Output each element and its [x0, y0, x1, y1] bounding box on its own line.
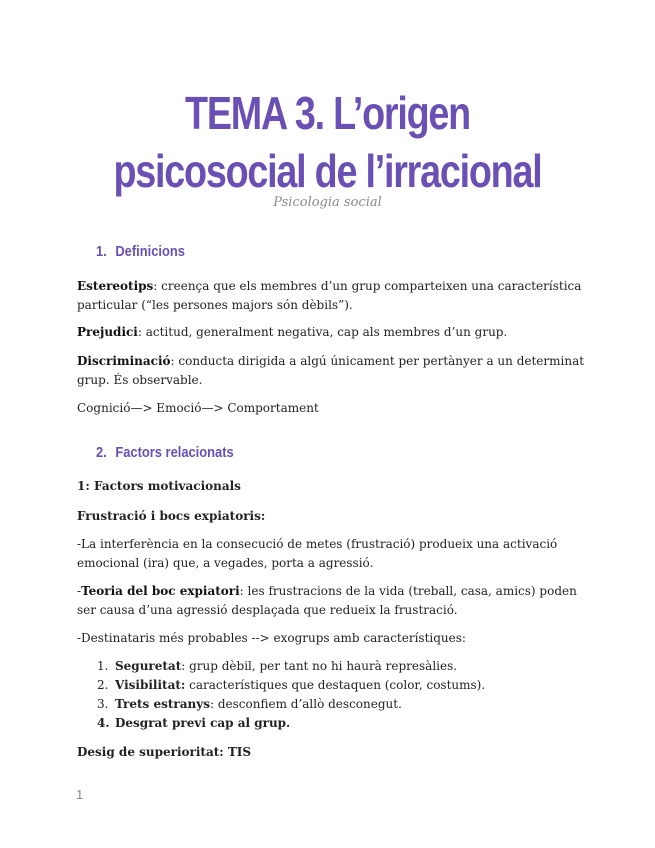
subheading-factors-motivacionals: 1: Factors motivacionals — [77, 479, 241, 493]
section-1-title: Definicions — [115, 243, 185, 260]
dash: - — [77, 584, 82, 598]
definition-term: Prejudici — [77, 325, 138, 339]
title-line-2: psicosocial de l’irracional — [113, 145, 542, 197]
section-2-title: Factors relacionats — [115, 444, 234, 461]
section-1-heading — [96, 243, 185, 260]
cognition-flow: Cognició—> Emoció—> Comportament — [77, 401, 319, 415]
list-item — [77, 657, 587, 676]
definition-text: : conducta dirigida a algú únicament per pertànyer a un determinat grup. És observable. — [77, 354, 585, 387]
definition-prejudici — [77, 323, 587, 342]
definition-discriminacio — [77, 352, 587, 390]
list-text: : desconfiem d’allò desconegut. — [209, 697, 402, 711]
section-2-number: 2. — [96, 444, 107, 461]
list-number: 1. — [97, 659, 109, 673]
title-line-1: TEMA 3. L’origen — [185, 87, 470, 139]
subheading-frustracio: Frustració i bocs expiatoris: — [77, 509, 266, 523]
list-term: Seguretat — [115, 659, 182, 673]
definition-text: : actitud, generalment negativa, cap als membres d’un grup. — [137, 325, 508, 339]
list-number: 2. — [97, 678, 109, 692]
section-1-number: 1. — [96, 243, 107, 260]
definition-text: : creença que els membres d’un grup comparteixen una característica particular (“les persones majors són dèbils”). — [77, 279, 582, 312]
list-term: Trets estranys — [115, 697, 210, 711]
definition-term: Discriminació — [77, 354, 171, 368]
document-title — [59, 84, 596, 200]
definition-estereotips — [77, 277, 587, 315]
characteristics-list — [77, 657, 587, 733]
list-text: característiques que destaquen (color, costums). — [185, 678, 486, 692]
paragraph-frustracio: -La interferència en la consecució de metes (frustració) produeix una activació emocional (ira) que, a vegades, porta a agressió. — [77, 537, 558, 570]
document-subtitle: Psicologia social — [273, 195, 382, 210]
list-term: Desgrat previ cap al grup. — [115, 716, 291, 730]
paragraph-destinataris: -Destinataris més probables --> exogrups amb característiques: — [77, 631, 466, 645]
page-number: 1 — [76, 787, 84, 802]
subheading-desig-superioritat: Desig de superioritat: TIS — [77, 745, 252, 759]
section-2-heading — [96, 444, 234, 461]
list-item — [77, 676, 587, 695]
theory-term: Teoria del boc expiatori — [81, 584, 240, 598]
theory-text: : les frustracions de la vida (treball, casa, amics) poden ser causa d’una agressió desplaçada que redueix la frustració. — [77, 584, 577, 617]
definition-term: Estereotips — [77, 279, 154, 293]
list-item — [77, 695, 587, 714]
paragraph-boc-expiatori — [77, 582, 587, 620]
list-text: : grup dèbil, per tant no hi haurà represàlies. — [181, 659, 458, 673]
list-number: 4. — [97, 716, 110, 730]
list-term: Visibilitat: — [115, 678, 186, 692]
list-number: 3. — [97, 697, 109, 711]
list-item — [77, 714, 587, 733]
